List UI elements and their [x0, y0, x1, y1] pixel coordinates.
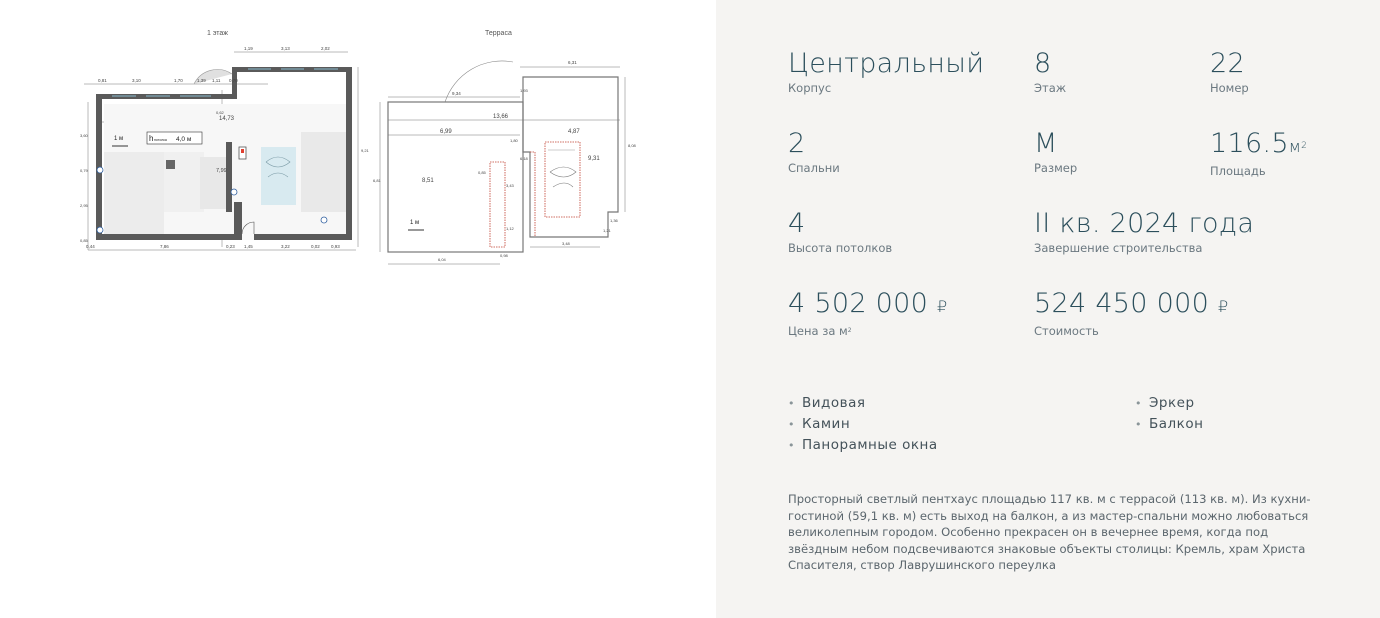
bedrooms-value: 2: [788, 128, 806, 159]
floor-label: Этаж: [1034, 81, 1067, 95]
total-value: 524 450 000: [1034, 288, 1210, 319]
dim-label: 3,48: [562, 241, 570, 246]
floor1-ceiling-sub: потолка: [154, 138, 167, 142]
area-value: 116.5: [1210, 128, 1289, 159]
dim-label: 6,04: [438, 257, 446, 262]
dim-label: 3,10: [132, 78, 141, 83]
floor1-plan-drawing: [76, 42, 369, 267]
stat-completion: [1034, 208, 1254, 255]
feature-label: Балкон: [1149, 416, 1204, 432]
total-label: Стоимость: [1034, 324, 1099, 338]
feature-item: [788, 393, 938, 414]
stat-bedrooms: [788, 128, 840, 175]
dim-label: 0,81: [98, 78, 107, 83]
price-m2-label-row: [788, 324, 948, 338]
bullet-icon: •: [788, 439, 795, 452]
dim-label: 1,93: [520, 88, 528, 93]
feature-label: Панорамные окна: [802, 437, 938, 453]
completion-label: Завершение строительства: [1034, 241, 1203, 255]
price-m2-row: [788, 288, 948, 323]
bullet-icon: •: [1135, 397, 1142, 410]
area-value-row: [1210, 128, 1307, 163]
stat-ceiling: [788, 208, 892, 255]
building-label: Корпус: [788, 81, 832, 95]
ceiling-label: Высота потолков: [788, 241, 893, 255]
size-value: М: [1034, 128, 1058, 159]
ruble-icon: ₽: [937, 297, 948, 316]
size-label: Размер: [1034, 161, 1078, 175]
bullet-icon: •: [788, 397, 795, 410]
apartment-description: Просторный светлый пентхаус площадью 117 кв. м с террасой (113 кв. м). Из кухни-гостиной (59,1 кв. м) есть выход на балкон, а из мастер-спальни можно любоваться великолепным городом. Особенно прекрасен он в вечернее время, когда под звёздным небом подсвечиваются знаковые объекты столицы: Кремль, храм Христа Спасителя, створ Лаврушинского переулка: [788, 492, 1311, 572]
dim-label: 13,66: [493, 114, 509, 120]
feature-label: Видовая: [802, 395, 866, 411]
dim-label: 0,98: [500, 253, 508, 258]
ceiling-value: 4: [788, 208, 806, 239]
features-list-right: [1135, 393, 1203, 435]
dim-label: 14,73: [219, 116, 235, 122]
ruble-icon: ₽: [1217, 297, 1229, 316]
floor1-ceiling-label: h: [149, 134, 154, 143]
dim-label: 1,39: [197, 78, 206, 83]
dim-label: 1,45: [244, 244, 253, 249]
floor1-ceiling-value: 4,0 м: [176, 136, 192, 143]
dim-label: 1,36: [610, 218, 618, 223]
area-label: Площадь: [1210, 164, 1266, 178]
dim-label: 3,60: [80, 133, 88, 138]
dim-label: 6,99: [440, 129, 452, 135]
dim-label: 0,70: [229, 78, 238, 83]
dim-label: 3,13: [281, 46, 290, 51]
stat-size: [1034, 128, 1077, 175]
feature-item: [1135, 393, 1203, 414]
stat-number: [1210, 48, 1249, 95]
dim-label: 9,21: [361, 148, 369, 153]
price-m2-value: 4 502 000: [788, 288, 929, 319]
dim-label: 6,18: [520, 156, 528, 161]
dim-label: 0,23: [226, 244, 235, 249]
dim-label: 8,51: [422, 178, 434, 184]
feature-item: [788, 414, 938, 435]
dim-label: 1,11: [212, 78, 221, 83]
terrace-plan-title: Терраса: [485, 30, 512, 37]
dim-label: 0,02: [311, 244, 320, 249]
features-list-left: [788, 393, 938, 456]
number-value: 22: [1210, 48, 1245, 79]
dim-label: 0,62: [216, 110, 224, 115]
floor1-room-label: 1 м: [114, 136, 124, 142]
stat-price-m2: [788, 288, 948, 338]
floor-value: 8: [1034, 48, 1052, 79]
dim-label: 7,86: [160, 244, 169, 249]
dim-label: 6,81: [373, 178, 381, 183]
dim-label: 3,22: [281, 244, 290, 249]
completion-value: II кв. 2024 года: [1034, 208, 1255, 239]
feature-item: [1135, 414, 1203, 435]
dim-label: 2,02: [321, 46, 330, 51]
bedrooms-label: Спальни: [788, 161, 840, 175]
area-unit-sup: 2: [1301, 141, 1308, 151]
number-label: Номер: [1210, 81, 1249, 95]
price-m2-label: Цена за м: [788, 324, 848, 338]
dim-label: 0,79: [80, 168, 88, 173]
dim-label: 3,43: [506, 183, 514, 188]
stat-area: [1210, 128, 1307, 178]
price-m2-label-sup: 2: [847, 327, 852, 334]
dim-label: 7,99: [216, 168, 227, 174]
terrace-plan-drawing: [370, 42, 640, 267]
dim-label: 9,34: [452, 91, 461, 96]
dim-label: 6,31: [568, 60, 577, 65]
dim-label: 0,44: [86, 244, 95, 249]
area-unit: м: [1288, 137, 1302, 156]
stat-building: [788, 48, 984, 95]
dim-label: 0,85: [80, 238, 88, 243]
terrace-room-label: 1 м: [410, 220, 420, 226]
building-value: Центральный: [788, 48, 985, 79]
feature-label: Камин: [802, 416, 851, 432]
feature-item: [788, 435, 938, 456]
stat-floor: [1034, 48, 1066, 95]
dim-label: 0,93: [331, 244, 340, 249]
bullet-icon: •: [788, 418, 795, 431]
floor1-plan-title: 1 этаж: [207, 30, 228, 37]
dim-label: 9,31: [588, 156, 600, 162]
bullet-icon: •: [1135, 418, 1142, 431]
dim-label: 4,87: [568, 129, 580, 135]
dim-label: 0,85: [478, 170, 486, 175]
dim-label: 1,19: [244, 46, 253, 51]
dim-label: 1,12: [506, 226, 514, 231]
dim-label: 1,70: [174, 78, 183, 83]
dim-label: 2,95: [80, 203, 88, 208]
stat-total: [1034, 288, 1228, 338]
dim-label: 1,21: [603, 228, 611, 233]
feature-label: Эркер: [1149, 395, 1195, 411]
dim-label: 8,08: [628, 143, 636, 148]
dim-label: 1,80: [510, 138, 518, 143]
total-row: [1034, 288, 1228, 323]
